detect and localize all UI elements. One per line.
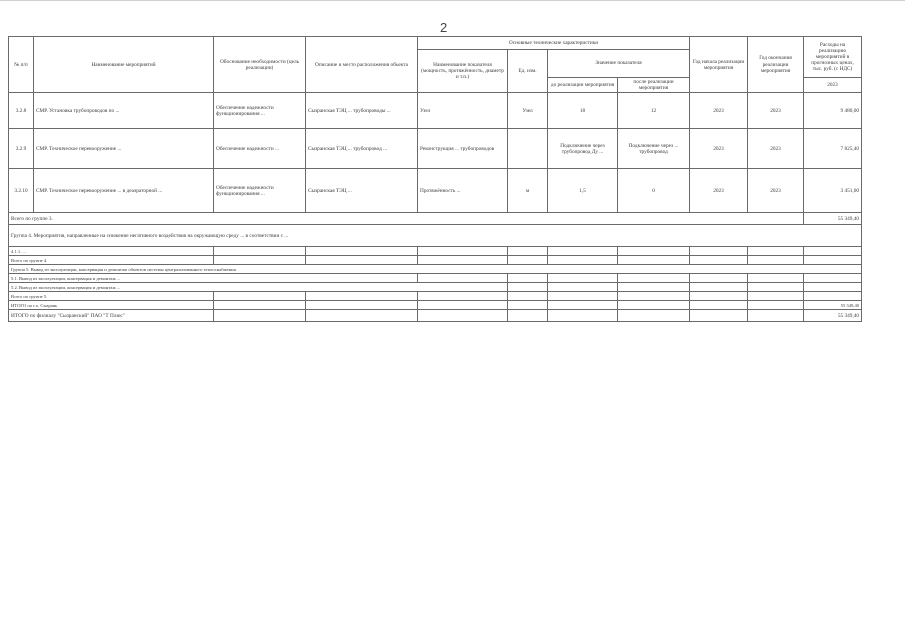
header-year-value: 2023	[804, 78, 862, 93]
page-number: 2	[440, 20, 448, 35]
investment-program-table	[8, 36, 862, 322]
city-total-cost: 55 349,40	[804, 301, 862, 310]
row-start-year: 2023	[690, 169, 748, 213]
row-end-year: 2023	[748, 129, 804, 169]
row-num: 3.2.8	[9, 93, 34, 129]
row-start-year: 2023	[690, 93, 748, 129]
row-5-1-label: 5.1. Вывод из эксплуатации, консервация и демонтаж ...	[9, 274, 418, 283]
row-unit: Узел	[508, 93, 548, 129]
row-cost: 7 825,40	[804, 129, 862, 169]
row-char-name: Узел	[418, 93, 508, 129]
table-row	[9, 129, 862, 169]
group5-heading-row	[9, 265, 862, 274]
row-char-name: Реконструкция ... трубопроводов	[418, 129, 508, 169]
group4-total-row	[9, 256, 862, 265]
row-5-2	[9, 283, 862, 292]
row-num: 3.2.10	[9, 169, 34, 213]
row-location: Сызранская ТЭЦ ... трубопровод ...	[306, 129, 418, 169]
header-after: после реализации мероприятия	[618, 78, 690, 93]
group5-heading: Группа 5. Вывод из эксплуатации, консервация и демонтаж объектов системы централизованного теплоснабжения	[9, 265, 862, 274]
header-values: Значение показателя	[548, 50, 690, 78]
row-justification: Обеспечение надежности функционирования ...	[214, 169, 306, 213]
header-location: Описание и место расположения объекта	[306, 37, 418, 93]
city-total-row	[9, 301, 862, 310]
group3-total-row	[9, 213, 862, 225]
row-4-1-1-label: 4.1.1. ...	[9, 247, 214, 256]
row-location: Сызранская ТЭЦ ... трубопроводы ...	[306, 93, 418, 129]
group5-total-label: Всего по группе 5.	[9, 292, 214, 301]
header-end-year: Год окончания реализации мероприятия	[748, 37, 804, 93]
row-after: Подключение через ... трубопровод	[618, 129, 690, 169]
row-name: СМР. Техническое перевооружение ... в деаэраторной ...	[34, 169, 214, 213]
header-characteristic-name: Наименование показателя (мощность, протяжённость, диаметр и т.п.)	[418, 50, 508, 93]
row-name: СМР. Техническое перевооружение ...	[34, 129, 214, 169]
header-start-year: Год начала реализации мероприятия	[690, 37, 748, 93]
group4-total-label: Всего по группе 4.	[9, 256, 214, 265]
table-row	[9, 169, 862, 213]
row-end-year: 2023	[748, 93, 804, 129]
branch-total-cost: 55 349,40	[804, 310, 862, 322]
row-4-1-1	[9, 247, 862, 256]
group3-total-label: Всего по группе 3.	[9, 213, 804, 225]
row-unit	[508, 129, 548, 169]
row-5-1	[9, 274, 862, 283]
group5-total-row	[9, 292, 862, 301]
row-char-name: Протяжённость ...	[418, 169, 508, 213]
row-justification: Обеспечение надежности функционирования ...	[214, 93, 306, 129]
header-cost: Расходы на реализацию мероприятий в прогнозных ценах, тыс. руб. (с НДС)	[804, 37, 862, 78]
top-border-line	[0, 0, 905, 1]
row-name: СМР. Установка трубопроводов по ...	[34, 93, 214, 129]
row-before: Подключение через трубопровод Ду ...	[548, 129, 618, 169]
branch-total-row	[9, 310, 862, 322]
group4-heading: Группа 4. Мероприятия, направленные на снижение негативного воздействия на окружающую среду ... в соответствии с ...	[9, 225, 862, 247]
group4-heading-row	[9, 225, 862, 247]
branch-total-label: ИТОГО по филиалу "Сызранский" ПАО "Т Плюс"	[9, 310, 214, 322]
header-before: до реализации мероприятия	[548, 78, 618, 93]
group3-total-cost: 55 349,40	[804, 213, 862, 225]
row-location: Сызранская ТЭЦ ...	[306, 169, 418, 213]
row-before: 1,5	[548, 169, 618, 213]
header-main-characteristics: Основные технические характеристики	[418, 37, 690, 50]
row-justification: Обеспечение надежности ...	[214, 129, 306, 169]
row-5-2-label: 5.2. Вывод из эксплуатации, консервация и демонтаж ...	[9, 283, 508, 292]
row-cost: 9 480,00	[804, 93, 862, 129]
city-total-label: ИТОГО по г.о. Сызрань	[9, 301, 214, 310]
header-justification: Обоснование необходимости (цель реализации)	[214, 37, 306, 93]
row-unit: м	[508, 169, 548, 213]
table-row	[9, 93, 862, 129]
row-num: 3.2.9	[9, 129, 34, 169]
header-unit: Ед. изм.	[508, 50, 548, 93]
header-num: № п/п	[9, 37, 34, 93]
row-before: 18	[548, 93, 618, 129]
header-name: Наименование мероприятий	[34, 37, 214, 93]
row-cost: 3 451,00	[804, 169, 862, 213]
row-start-year: 2023	[690, 129, 748, 169]
row-after: 0	[618, 169, 690, 213]
row-end-year: 2023	[748, 169, 804, 213]
row-after: 12	[618, 93, 690, 129]
